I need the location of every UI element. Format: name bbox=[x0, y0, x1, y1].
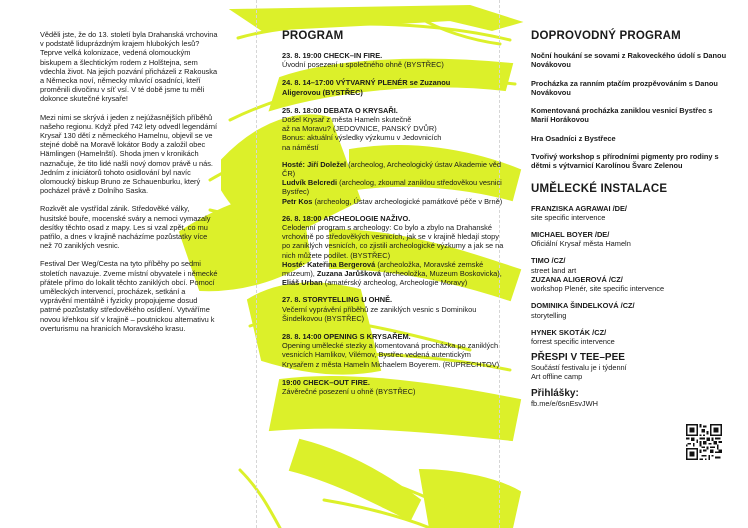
program-item bbox=[282, 106, 504, 152]
aux-program-item: Tvořivý workshop s přírodními pigmenty pro rodiny s dětmi s výtvarnicí Karolínou Švarc Zelenou bbox=[531, 152, 719, 171]
program-item-text: Celodenní program s archeology: Co bylo a zbylo na Drahanské vrchovině po středověkých vesnicích, jak se v krajině hledají stopy po zaniklých vesnicích, co zjistili archeologické výzkumy a jak se na nich můžete podílet. (BYSTŘEC) bbox=[282, 223, 504, 260]
aux-program-item: Hra Osadníci z Bystřece bbox=[531, 133, 616, 143]
program-item-text: Úvodní posezení u společného ohně (BYSTŘEC) bbox=[282, 60, 444, 70]
program-item-title: 28. 8. 14:00 OPENING S KRYSAŘEM. bbox=[282, 332, 411, 342]
artist-work: storytelling bbox=[531, 310, 567, 320]
artist-work: street land art bbox=[531, 265, 577, 275]
program-item-title: 26. 8. 18:00 ARCHEOLOGIE NAŽIVO. bbox=[282, 213, 411, 223]
installation-item bbox=[531, 204, 731, 222]
program-hosts bbox=[282, 160, 504, 206]
aux-program-item: Procházka za ranním ptačím prozpěvováním s Danou Novákovou bbox=[531, 78, 718, 97]
program-item bbox=[282, 78, 504, 96]
artist-name: DOMINIKA ŠINDELKOVÁ /CZ/ bbox=[531, 301, 635, 311]
history-paragraph: Mezi nimi se skrývá i jeden z nejúžasnějších příběhů našeho regionu. Když před 742 lety odvedl legendární Krysař 130 dětí z německého Hamelnu, objevil se ve stejné době na Moravě lokátor Body a založil obec Hämlingen (Hamelnští). Shoda jmen v kronikách naznačuje, že tito lidé našli nový domov právě u nás. Jedním z iniciátorů tohoto osidlování byl navíc olomoucký biskup Bruno ze Schauenburku, který pocházel právě z Dolního Saska. bbox=[40, 112, 218, 196]
program-item bbox=[282, 295, 504, 323]
installation-item bbox=[531, 256, 731, 293]
program-item-title: 27. 8. STORYTELLING U OHNĚ. bbox=[282, 295, 393, 305]
host-desc: (amatérský archeolog, Archeologie Moravy) bbox=[324, 278, 468, 288]
side-column bbox=[531, 30, 731, 408]
program-column bbox=[282, 30, 504, 405]
program-hosts bbox=[282, 260, 504, 288]
program-item-title: Aligerovou (BYSTŘEC) bbox=[282, 87, 363, 97]
program-item-title: 25. 8. 18:00 DEBATA O KRYSAŘI. bbox=[282, 105, 398, 115]
artist-name: HYNEK SKOTÁK /CZ/ bbox=[531, 327, 607, 337]
program-item-title: 23. 8. 19:00 CHECK–IN FIRE. bbox=[282, 51, 383, 60]
aux-program-item: Noční houkání se sovami z Rakoveckého údolí s Danou Novákovou bbox=[531, 51, 727, 70]
program-item-text: Večerní vyprávění příběhů ze zaniklých vesnic s Dominikou Šindelkovou (BYSTŘEC) bbox=[282, 304, 477, 323]
aux-program-heading: DOPROVODNÝ PROGRAM bbox=[531, 30, 681, 42]
aux-program-item: Komentovaná procházka zaniklou vesnicí Bystřec s Marií Horákovou bbox=[531, 106, 713, 125]
program-item-text: Bonus: aktuální výsledky výzkumu v Jedovnicích bbox=[282, 133, 442, 143]
host-entry bbox=[282, 197, 504, 206]
artist-work: Oficiální Krysař města Hameln bbox=[531, 239, 631, 249]
program-item bbox=[282, 332, 504, 369]
program-item bbox=[282, 51, 504, 69]
program-item-text: Opening umělecké stezky a komentovaná procházka po zaniklých vesnicích Hamlikov, Vilémov, Bystřec vedená autentickým Krysařem z města Hameln Michaelem Boyerem. (RUPRECHTOV) bbox=[282, 341, 500, 369]
history-paragraph: Věděli jste, že do 13. století byla Drahanská vrchovina v podstatě liduprázdným krajem hlubokých lesů? Teprve velká kolonizace, vedená olomouckým biskupem a šlechtickým rodem z Holštejna, sem vdechla život. Na jejich pozvání přicházeli z Rakouska a Německa noví, německy mluvící osadníci, kteří proměnili divočinu v síť vsí. V té době jsme tu měli dokonce skutečné krysaře! bbox=[40, 30, 218, 104]
host-desc: (archeolog, Ústav archeologické památkové péče v Brně) bbox=[314, 196, 503, 206]
host-desc: (archeolog, Archeologický ústav Akademie věd ČR) bbox=[282, 159, 501, 179]
program-item-text: Došel Krysař z města Hameln skutečně bbox=[282, 115, 412, 125]
host-name: Ludvík Belcredi bbox=[282, 178, 338, 188]
program-item-title: 19:00 CHECK–OUT FIRE. bbox=[282, 377, 370, 387]
installations-heading: UMĚLECKÉ INSTALACE bbox=[531, 182, 668, 195]
hosts-label: Hosté: bbox=[282, 159, 305, 169]
fold-line-left bbox=[256, 0, 257, 528]
host-name: Jiří Doležel bbox=[307, 159, 347, 169]
artist-work: workshop Plenér, site specific intervence bbox=[531, 284, 665, 294]
artist-name: FRANZISKA AGRAWAI /DE/ bbox=[531, 203, 627, 213]
host-desc: (archeoložka, Moravské zemské muzeum), bbox=[282, 259, 484, 279]
host-name: Zuzana Jarůšková bbox=[316, 269, 382, 279]
teepee-text: Art offline camp bbox=[531, 372, 583, 382]
program-item bbox=[282, 214, 504, 288]
host-desc: (archeolog, zkoumal zaniklou středověkou vesnici Bystřec) bbox=[282, 178, 502, 197]
artist-name: MICHAEL BOYER /DE/ bbox=[531, 230, 610, 240]
hosts-label: Hosté: bbox=[282, 259, 305, 269]
program-item-title: 24. 8. 14–17:00 VÝTVARNÝ PLENÉR se Zuzanou bbox=[282, 78, 451, 88]
program-item-text: Závěrečné posezení u ohně (BYSTŘEC) bbox=[282, 387, 416, 397]
history-paragraph: Rozkvět ale vystřídal zánik. Středověké války, husitské bouře, mocenské sváry a nemoci vymazaly desítky těchto osad z mapy. Les si vzal zpět, co mu patřilo, a dnes v krajině nacházíme pozůstatky více než 70 zaniklých vesnic. bbox=[40, 204, 211, 251]
history-paragraph: Festival Der Weg/Cesta na tyto příběhy po sedmi stoletích navazuje. Zveme místní obyvatele i německé přátele přímo do lokalit těchto zaniklých obcí. Pomocí uměleckých intervencí, procházek, setkání a vyprávění mentálně i fyzicky propojujeme dosud patrné pozůstatky středověkého osídlení. Vytváříme novou křehkou síť v krajině – poutnickou alternativu k overturismu na hranicích Moravského krasu. bbox=[40, 259, 218, 333]
program-item-text: na náměstí bbox=[282, 142, 319, 152]
host-entry bbox=[282, 178, 504, 196]
qr-code-icon[interactable] bbox=[686, 424, 722, 460]
installation-item bbox=[531, 328, 731, 346]
program-item bbox=[282, 378, 504, 396]
teepee-text: Součástí festivalu je i týdenní bbox=[531, 363, 627, 373]
artist-name: ZUZANA ALIGEROVÁ /CZ/ bbox=[531, 274, 623, 284]
artist-work: site specific intervence bbox=[531, 212, 606, 222]
program-heading: PROGRAM bbox=[282, 30, 344, 42]
host-entry bbox=[282, 160, 504, 178]
program-item-text: až na Moravu? (JEDOVNICE, PANSKÝ DVŮR) bbox=[282, 124, 437, 134]
signup-link[interactable]: fb.me/e/6snEsvJWH bbox=[531, 398, 598, 408]
artist-work: forrest specific intervence bbox=[531, 336, 615, 346]
teepee-title: PŘESPI V TEE–PEE bbox=[531, 352, 625, 364]
history-column bbox=[40, 30, 218, 342]
host-name: Eliáš Urban bbox=[282, 278, 323, 288]
signup-title: Přihlášky: bbox=[531, 387, 579, 399]
host-name: Petr Kos bbox=[282, 196, 313, 206]
host-name: Kateřina Bergerová bbox=[307, 259, 376, 269]
installation-item bbox=[531, 230, 731, 248]
artist-name: TIMO /CZ/ bbox=[531, 256, 566, 266]
installation-item bbox=[531, 301, 731, 319]
host-desc: (archeoložka, Muzeum Boskovicka), bbox=[383, 269, 502, 279]
